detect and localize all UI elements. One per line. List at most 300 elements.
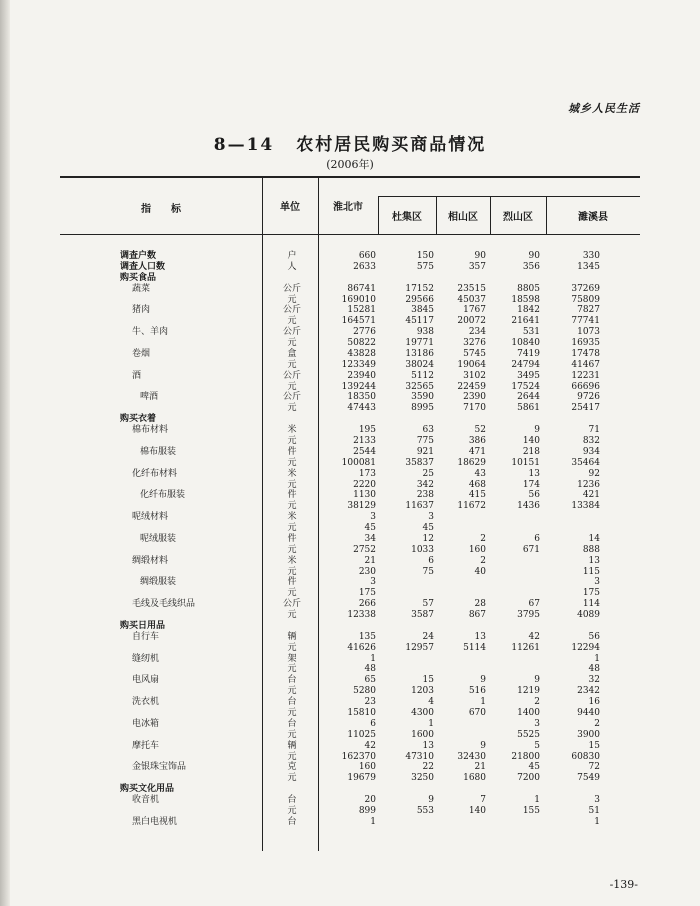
row-unit: 米 [287, 425, 297, 436]
row-value: 19064 [457, 359, 486, 370]
row-value: 13 [588, 555, 600, 566]
row-value: 888 [582, 544, 600, 555]
row-value: 15810 [347, 708, 376, 718]
row-value: 2752 [353, 544, 376, 555]
row-value: 22459 [457, 381, 486, 392]
row-value: 32565 [405, 381, 434, 392]
row-value: 1130 [353, 490, 376, 501]
row-label: 蔬菜 [132, 283, 151, 294]
row-unit: 元 [287, 805, 297, 816]
row-value: 41626 [347, 642, 376, 653]
row-value: 1842 [517, 305, 540, 316]
row-value: 160 [358, 762, 376, 773]
row-value: 553 [416, 805, 434, 816]
row-label: 购买食品 [120, 272, 157, 283]
row-value: 7200 [517, 773, 540, 784]
row-value: 48 [364, 664, 376, 675]
row-value: 150 [416, 251, 434, 261]
row-value: 15 [422, 675, 434, 686]
row-unit: 公斤 [282, 392, 301, 403]
row-value: 9440 [577, 708, 600, 718]
row-value: 6 [534, 533, 540, 544]
row-unit: 户 [287, 251, 297, 261]
row-value: 3250 [411, 773, 434, 784]
row-label: 化纤布材料 [132, 468, 178, 479]
row-value: 140 [522, 436, 540, 446]
row-value: 5861 [517, 403, 540, 414]
row-unit: 公斤 [282, 283, 301, 294]
row-unit: 件 [287, 446, 297, 457]
row-value: 1033 [411, 544, 434, 555]
row-value: 1203 [411, 686, 434, 697]
row-unit: 台 [287, 718, 297, 729]
row-value: 8805 [517, 283, 540, 294]
row-value: 17524 [511, 381, 540, 392]
row-value: 5745 [463, 348, 486, 359]
row-value: 3 [370, 512, 376, 523]
row-value: 2342 [577, 686, 600, 697]
row-value: 67 [528, 599, 540, 610]
row-value: 11637 [405, 501, 434, 512]
table-row [0, 816, 700, 828]
row-label: 呢绒服装 [140, 533, 177, 544]
row-value: 100081 [341, 457, 376, 468]
row-value: 7827 [577, 305, 600, 316]
row-unit: 元 [287, 381, 297, 392]
table-title [0, 130, 700, 155]
row-value: 3 [594, 795, 600, 805]
row-value: 3 [370, 577, 376, 588]
row-label: 金银珠宝饰品 [132, 762, 187, 773]
header-district: 杜集区 [392, 212, 422, 223]
row-value: 135 [358, 631, 376, 642]
row-value: 3590 [411, 392, 434, 403]
row-value: 2 [594, 718, 600, 729]
header-total: 淮北市 [333, 202, 363, 213]
row-value: 12 [422, 533, 434, 544]
row-value: 2 [480, 555, 486, 566]
row-unit: 辆 [287, 740, 297, 751]
row-value: 15 [588, 740, 600, 751]
row-value: 32430 [457, 751, 486, 762]
row-value: 11672 [457, 501, 486, 512]
row-value: 7170 [463, 403, 486, 414]
row-value: 23 [364, 697, 376, 708]
row-value: 45 [364, 523, 376, 533]
row-label: 牛、羊肉 [132, 327, 169, 338]
row-value: 43 [474, 468, 486, 479]
row-value: 2633 [353, 261, 376, 272]
row-value: 660 [358, 251, 376, 261]
row-value: 24794 [511, 359, 540, 370]
row-value: 934 [582, 446, 600, 457]
row-label: 电冰箱 [132, 718, 160, 729]
row-value: 19679 [347, 773, 376, 784]
row-label: 酒 [132, 370, 142, 381]
row-unit: 元 [287, 523, 297, 533]
row-value: 25 [422, 468, 434, 479]
row-label: 毛线及毛线织品 [132, 599, 196, 610]
row-value: 7549 [577, 773, 600, 784]
row-value: 21800 [511, 751, 540, 762]
row-value: 9 [534, 425, 540, 436]
row-value: 11025 [347, 729, 376, 740]
row-value: 356 [522, 261, 540, 272]
row-label: 购买衣着 [120, 414, 157, 425]
row-value: 4 [428, 697, 434, 708]
row-value: 1600 [411, 729, 434, 740]
row-label: 电风扇 [132, 675, 160, 686]
row-value: 75 [422, 566, 434, 577]
row-value: 35464 [571, 457, 600, 468]
row-value: 1 [370, 816, 376, 827]
row-value: 114 [582, 599, 600, 610]
page-number: -139- [609, 878, 638, 891]
row-value: 2 [480, 533, 486, 544]
row-value: 867 [468, 610, 486, 620]
row-value: 16 [588, 697, 600, 708]
row-value: 92 [588, 468, 600, 479]
row-unit: 元 [287, 359, 297, 370]
row-label: 棉布材料 [132, 425, 169, 436]
row-unit: 件 [287, 577, 297, 588]
row-value: 23515 [457, 283, 486, 294]
row-unit: 元 [287, 436, 297, 446]
row-unit: 元 [287, 457, 297, 468]
row-value: 7419 [517, 348, 540, 359]
row-unit: 公斤 [282, 305, 301, 316]
row-value: 9 [428, 795, 434, 805]
row-unit: 克 [287, 762, 297, 773]
row-value: 1345 [577, 261, 600, 272]
row-unit: 元 [287, 773, 297, 784]
row-value: 3495 [517, 370, 540, 381]
row-value: 72 [588, 762, 600, 773]
row-value: 2220 [353, 479, 376, 490]
row-value: 775 [416, 436, 434, 446]
row-unit: 公斤 [282, 599, 301, 610]
row-value: 1073 [577, 327, 600, 338]
row-value: 13 [422, 740, 434, 751]
row-value: 90 [474, 251, 486, 261]
row-value: 468 [468, 479, 486, 490]
row-value: 1 [534, 795, 540, 805]
row-value: 16935 [571, 338, 600, 348]
row-value: 115 [582, 566, 600, 577]
row-label: 猪肉 [132, 305, 151, 316]
row-value: 516 [468, 686, 486, 697]
row-value: 65 [364, 675, 376, 686]
row-unit: 米 [287, 512, 297, 523]
row-value: 175 [582, 588, 600, 599]
table-year: (2006年) [326, 158, 374, 171]
table-number: 8—14 [213, 135, 275, 155]
row-value: 173 [358, 468, 376, 479]
row-unit: 元 [287, 708, 297, 718]
row-unit: 公斤 [282, 370, 301, 381]
row-value: 1 [370, 653, 376, 664]
row-value: 5280 [353, 686, 376, 697]
row-value: 42 [528, 631, 540, 642]
row-unit: 盒 [287, 348, 297, 359]
row-label: 摩托车 [132, 740, 160, 751]
row-value: 45 [422, 523, 434, 533]
row-value: 12957 [405, 642, 434, 653]
row-value: 218 [522, 446, 540, 457]
row-value: 47310 [405, 751, 434, 762]
district-header-rule [378, 196, 640, 197]
row-value: 9 [534, 675, 540, 686]
row-value: 60830 [571, 751, 600, 762]
row-value: 575 [416, 261, 434, 272]
row-value: 3900 [577, 729, 600, 740]
row-value: 938 [416, 327, 434, 338]
table-header-rule [60, 234, 640, 235]
row-value: 22 [422, 762, 434, 773]
row-label: 调查人口数 [120, 261, 166, 272]
row-unit: 元 [287, 729, 297, 740]
row-value: 5 [534, 740, 540, 751]
header-district: 烈山区 [503, 212, 533, 223]
row-value: 40 [474, 566, 486, 577]
row-value: 71 [588, 425, 600, 436]
row-value: 21641 [511, 316, 540, 327]
row-value: 386 [468, 436, 486, 446]
row-value: 25417 [571, 403, 600, 414]
row-value: 21 [364, 555, 376, 566]
row-unit: 件 [287, 490, 297, 501]
row-unit: 元 [287, 664, 297, 675]
row-value: 7 [480, 795, 486, 805]
row-unit: 元 [287, 642, 297, 653]
row-value: 155 [522, 805, 540, 816]
row-value: 34 [364, 533, 376, 544]
section-header: 城乡人民生活 [568, 102, 640, 115]
row-value: 3 [534, 718, 540, 729]
row-value: 670 [468, 708, 486, 718]
table-top-rule [60, 176, 640, 178]
row-value: 17478 [571, 348, 600, 359]
row-value: 9 [480, 740, 486, 751]
row-value: 2133 [353, 436, 376, 446]
row-label: 洗衣机 [132, 697, 160, 708]
row-label: 棉布服装 [140, 446, 177, 457]
row-value: 5112 [411, 370, 434, 381]
row-value: 13 [528, 468, 540, 479]
row-value: 21 [474, 762, 486, 773]
row-value: 1400 [517, 708, 540, 718]
header-district: 相山区 [448, 212, 478, 223]
row-value: 342 [416, 479, 434, 490]
row-value: 28 [474, 599, 486, 610]
row-unit: 米 [287, 468, 297, 479]
row-value: 75809 [571, 294, 600, 305]
row-unit: 台 [287, 816, 297, 827]
row-value: 9726 [577, 392, 600, 403]
row-label: 收音机 [132, 795, 160, 805]
row-value: 63 [422, 425, 434, 436]
row-label: 自行车 [132, 631, 160, 642]
row-value: 18598 [511, 294, 540, 305]
row-value: 3102 [463, 370, 486, 381]
row-label: 购买日用品 [120, 620, 166, 631]
row-label: 卷烟 [132, 348, 151, 359]
row-unit: 台 [287, 675, 297, 686]
row-value: 421 [582, 490, 600, 501]
row-value: 6 [370, 718, 376, 729]
row-value: 13384 [571, 501, 600, 512]
row-value: 13 [474, 631, 486, 642]
row-value: 2776 [353, 327, 376, 338]
row-unit: 元 [287, 294, 297, 305]
row-value: 899 [358, 805, 376, 816]
row-unit: 架 [287, 653, 297, 664]
row-value: 35837 [405, 457, 434, 468]
row-unit: 元 [287, 316, 297, 327]
row-unit: 辆 [287, 631, 297, 642]
row-value: 12338 [347, 610, 376, 620]
row-value: 6 [428, 555, 434, 566]
row-value: 3845 [411, 305, 434, 316]
header-indicator: 指 标 [141, 204, 181, 215]
row-value: 32 [588, 675, 600, 686]
row-unit: 件 [287, 533, 297, 544]
row-value: 8995 [411, 403, 434, 414]
row-value: 160 [468, 544, 486, 555]
row-value: 86741 [347, 283, 376, 294]
row-value: 4089 [577, 610, 600, 620]
row-value: 45037 [457, 294, 486, 305]
row-value: 671 [522, 544, 540, 555]
header-unit: 单位 [280, 202, 300, 213]
row-label: 绸缎服装 [140, 577, 177, 588]
row-value: 38129 [347, 501, 376, 512]
row-value: 3795 [517, 610, 540, 620]
row-value: 174 [522, 479, 540, 490]
row-value: 139244 [341, 381, 376, 392]
row-value: 42 [364, 740, 376, 751]
row-value: 164571 [341, 316, 376, 327]
row-value: 52 [474, 425, 486, 436]
row-value: 10151 [511, 457, 540, 468]
row-value: 18350 [347, 392, 376, 403]
row-value: 415 [468, 490, 486, 501]
row-unit: 元 [287, 338, 297, 348]
row-value: 57 [422, 599, 434, 610]
row-value: 14 [588, 533, 600, 544]
row-value: 169010 [341, 294, 376, 305]
row-value: 37269 [571, 283, 600, 294]
row-value: 162370 [341, 751, 376, 762]
row-value: 20072 [457, 316, 486, 327]
row-unit: 米 [287, 555, 297, 566]
row-unit: 元 [287, 588, 297, 599]
table-title-text: 农村居民购买商品情况 [296, 135, 487, 155]
row-unit: 元 [287, 566, 297, 577]
row-value: 3587 [411, 610, 434, 620]
row-value: 357 [468, 261, 486, 272]
row-value: 43828 [347, 348, 376, 359]
row-value: 1236 [577, 479, 600, 490]
row-unit: 人 [287, 261, 297, 272]
row-value: 56 [588, 631, 600, 642]
row-unit: 公斤 [282, 327, 301, 338]
row-value: 11261 [511, 642, 540, 653]
row-value: 3 [428, 512, 434, 523]
row-value: 17152 [405, 283, 434, 294]
row-value: 2644 [517, 392, 540, 403]
row-value: 266 [358, 599, 376, 610]
row-value: 1 [480, 697, 486, 708]
row-value: 230 [358, 566, 376, 577]
row-unit: 元 [287, 751, 297, 762]
row-value: 13186 [405, 348, 434, 359]
row-unit: 元 [287, 501, 297, 512]
row-value: 5114 [463, 642, 486, 653]
row-value: 19771 [405, 338, 434, 348]
row-label: 绸缎材料 [132, 555, 169, 566]
row-value: 1 [594, 653, 600, 664]
row-label: 购买文化用品 [120, 784, 175, 795]
row-label: 缝纫机 [132, 653, 160, 664]
row-value: 10840 [511, 338, 540, 348]
row-value: 1 [428, 718, 434, 729]
row-value: 238 [416, 490, 434, 501]
row-unit: 元 [287, 686, 297, 697]
row-unit: 台 [287, 795, 297, 805]
row-value: 123349 [341, 359, 376, 370]
row-value: 12294 [571, 642, 600, 653]
row-value: 921 [416, 446, 434, 457]
row-label: 化纤布服装 [140, 490, 186, 501]
row-value: 12231 [571, 370, 600, 381]
row-value: 234 [468, 327, 486, 338]
row-value: 1436 [517, 501, 540, 512]
row-unit: 元 [287, 403, 297, 414]
row-value: 20 [364, 795, 376, 805]
row-value: 2544 [353, 446, 376, 457]
row-value: 45117 [405, 316, 434, 327]
row-unit: 台 [287, 697, 297, 708]
header-district: 濉溪县 [578, 212, 608, 223]
row-value: 2390 [463, 392, 486, 403]
row-value: 38024 [405, 359, 434, 370]
row-value: 90 [528, 251, 540, 261]
row-value: 23940 [347, 370, 376, 381]
row-value: 1680 [463, 773, 486, 784]
row-label: 调查户数 [120, 251, 157, 261]
row-value: 5525 [517, 729, 540, 740]
row-value: 48 [588, 664, 600, 675]
row-value: 41467 [571, 359, 600, 370]
row-value: 4300 [411, 708, 434, 718]
row-value: 1219 [517, 686, 540, 697]
row-label: 啤酒 [140, 392, 159, 403]
row-value: 3 [594, 577, 600, 588]
row-value: 531 [522, 327, 540, 338]
row-value: 3276 [463, 338, 486, 348]
row-value: 1767 [463, 305, 486, 316]
row-value: 47443 [347, 403, 376, 414]
row-value: 140 [468, 805, 486, 816]
row-value: 24 [422, 631, 434, 642]
row-label: 呢绒材料 [132, 512, 169, 523]
row-value: 832 [582, 436, 600, 446]
row-value: 45 [528, 762, 540, 773]
row-value: 77741 [571, 316, 600, 327]
row-label: 黑白电视机 [132, 816, 178, 827]
row-value: 66696 [571, 381, 600, 392]
